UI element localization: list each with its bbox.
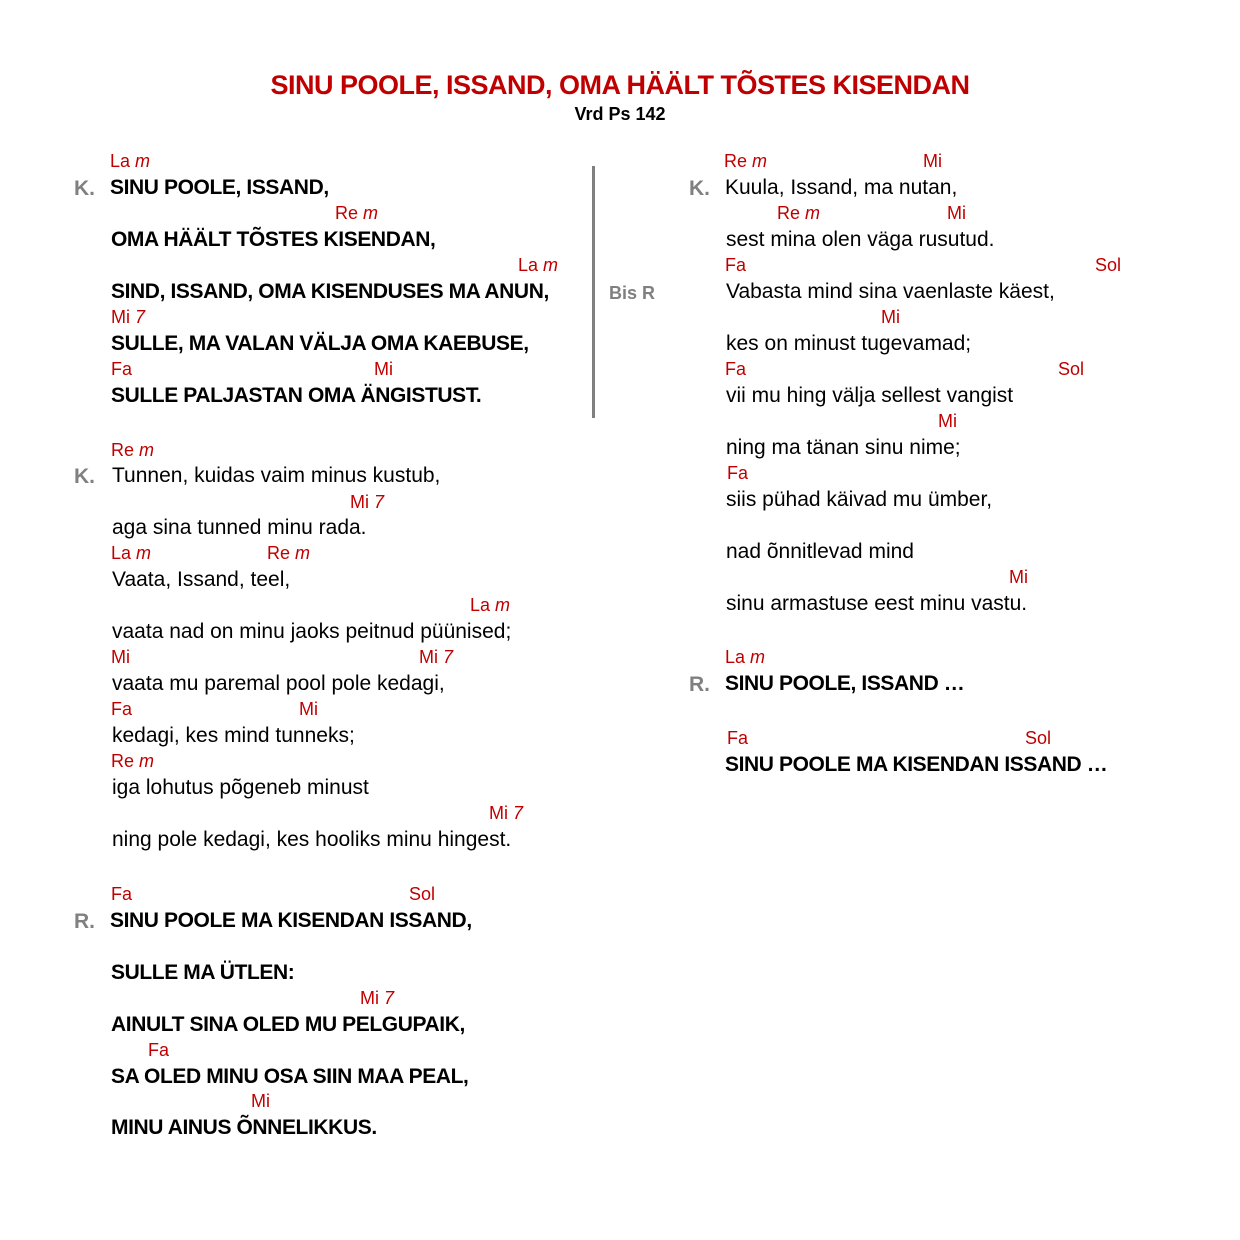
lyric-line: vii mu hing välja sellest vangist xyxy=(726,384,1014,407)
chord: Fa xyxy=(727,463,749,483)
lyric-line: Kuula, Issand, ma nutan, xyxy=(725,176,958,199)
chord: Fa xyxy=(725,359,747,379)
lyric-line: vaata mu paremal pool pole kedagi, xyxy=(112,672,445,695)
section-marker-k: K. xyxy=(74,465,95,488)
chord: Fa xyxy=(148,1040,170,1060)
chord: Sol xyxy=(1058,359,1085,379)
chord: Fa xyxy=(725,255,747,275)
lyric-line: ning pole kedagi, kes hooliks minu hingest. xyxy=(112,828,512,851)
lyric-line: Vaata, Issand, teel, xyxy=(112,568,291,591)
lyric-line: SA OLED MINU OSA SIIN MAA PEAL, xyxy=(111,1065,469,1088)
lyric-line: SINU POOLE, ISSAND, xyxy=(110,176,329,199)
chord: Fa xyxy=(727,728,749,748)
chord: Mi xyxy=(938,411,957,431)
chord: Mi xyxy=(299,699,318,719)
chord: Sol xyxy=(1025,728,1052,748)
section-marker-r: R. xyxy=(74,910,95,933)
chord: Mi xyxy=(251,1091,270,1111)
chord: Re m xyxy=(335,203,379,223)
chord: Fa xyxy=(111,699,133,719)
chord: Re m xyxy=(777,203,821,223)
chord: Mi xyxy=(881,307,900,327)
chord: Re m xyxy=(111,440,155,460)
chord: Sol xyxy=(409,884,436,904)
lyric-line: AINULT SINA OLED MU PELGUPAIK, xyxy=(111,1013,465,1036)
chord: Re m xyxy=(724,151,768,171)
chord: Mi 7 xyxy=(360,988,395,1008)
lyric-line: SINU POOLE MA KISENDAN ISSAND … xyxy=(725,753,1108,776)
chord: La m xyxy=(518,255,559,275)
repeat-bar xyxy=(592,166,595,418)
lyric-line: SINU POOLE MA KISENDAN ISSAND, xyxy=(110,909,472,932)
chord: La m xyxy=(725,647,766,667)
chord: La m xyxy=(470,595,511,615)
repeat-label: Bis R xyxy=(609,283,656,303)
chord: Mi 7 xyxy=(489,803,524,823)
lyric-line: SIND, ISSAND, OMA KISENDUSES MA ANUN, xyxy=(111,280,549,303)
chord: Mi xyxy=(947,203,966,223)
lyric-line: kedagi, kes mind tunneks; xyxy=(112,724,355,747)
section-marker-r: R. xyxy=(689,673,710,696)
lyric-line: aga sina tunned minu rada. xyxy=(112,516,367,539)
lyric-line: SULLE, MA VALAN VÄLJA OMA KAEBUSE, xyxy=(111,332,529,355)
lyric-line: MINU AINUS ÕNNELIKKUS. xyxy=(111,1116,377,1139)
lyric-line: siis pühad käivad mu ümber, xyxy=(726,488,993,511)
lyric-line: SULLE MA ÜTLEN: xyxy=(111,961,295,984)
section-marker-k: K. xyxy=(74,177,95,200)
chord: Mi 7 xyxy=(419,647,454,667)
chord: La m xyxy=(110,151,151,171)
chord: Fa xyxy=(111,884,133,904)
chord: Mi 7 xyxy=(350,492,385,512)
lyric-line: sinu armastuse eest minu vastu. xyxy=(726,592,1028,615)
lyric-line: ning ma tänan sinu nime; xyxy=(726,436,961,459)
chord: Sol xyxy=(1095,255,1122,275)
chord: Mi 7 xyxy=(111,307,146,327)
chord: Mi xyxy=(1009,567,1028,587)
lyric-line: SULLE PALJASTAN OMA ÄNGISTUST. xyxy=(111,384,482,407)
section-marker-k: K. xyxy=(689,177,710,200)
lyric-line: Vabasta mind sina vaenlaste käest, xyxy=(726,280,1055,303)
song-title: SINU POOLE, ISSAND, OMA HÄÄLT TÕSTES KISENDAN xyxy=(270,70,970,100)
lyric-line: kes on minust tugevamad; xyxy=(726,332,972,355)
chord: Mi xyxy=(111,647,130,667)
chord: Mi xyxy=(923,151,942,171)
chord: Re m xyxy=(111,751,155,771)
song-reference: Vrd Ps 142 xyxy=(574,104,666,124)
lyric-line: Tunnen, kuidas vaim minus kustub, xyxy=(112,464,441,487)
lyric-line: vaata nad on minu jaoks peitnud püünised; xyxy=(112,620,512,643)
lyric-line: SINU POOLE, ISSAND … xyxy=(725,672,965,695)
lyric-line: OMA HÄÄLT TÕSTES KISENDAN, xyxy=(111,228,436,251)
chord: Fa xyxy=(111,359,133,379)
lyric-line: sest mina olen väga rusutud. xyxy=(726,228,995,251)
lyric-line: iga lohutus põgeneb minust xyxy=(112,776,369,799)
lyric-line: nad õnnitlevad mind xyxy=(726,540,914,563)
chord: Mi xyxy=(374,359,393,379)
chord: Re m xyxy=(267,543,311,563)
chord: La m xyxy=(111,543,152,563)
